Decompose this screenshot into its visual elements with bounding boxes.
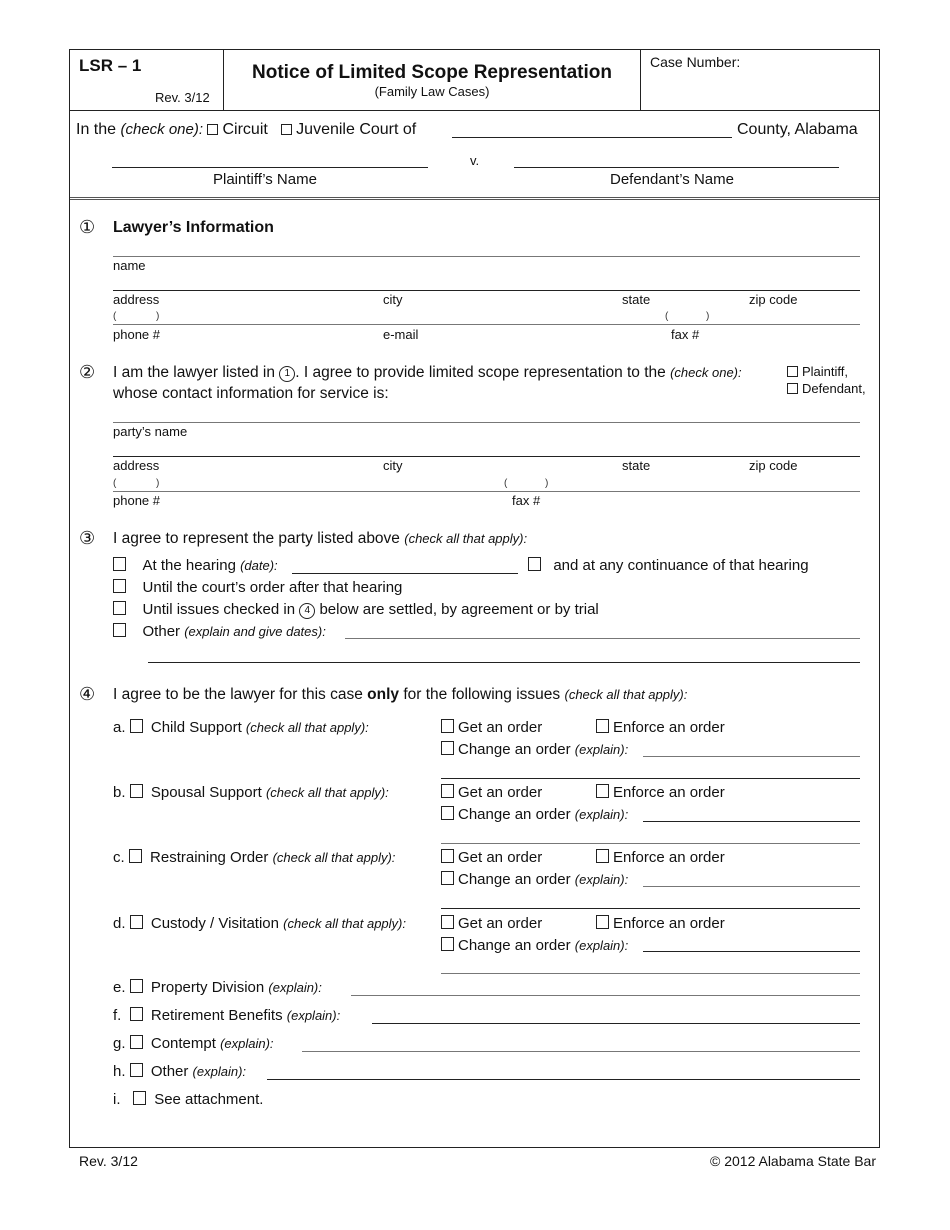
section-4-ref: 4 xyxy=(299,603,315,619)
issue-letter: e. xyxy=(113,979,126,996)
other-label: Other xyxy=(142,623,181,640)
explain-note: (explain): xyxy=(268,980,322,995)
party-fax-paren-close: ) xyxy=(545,478,549,489)
lawyer-email-label: e-mail xyxy=(383,327,419,342)
defendant-option-label: Defendant, xyxy=(802,381,866,396)
get-order-label: Get an order xyxy=(458,849,543,866)
lawyer-zip-label: zip code xyxy=(749,292,798,307)
hearing-label: At the hearing xyxy=(142,557,236,574)
enforce-order-checkbox[interactable] xyxy=(596,784,609,798)
issue-note: (check all that apply): xyxy=(272,850,396,865)
party-city-label: city xyxy=(383,458,403,473)
explain-note: (explain): xyxy=(574,807,629,822)
form-header xyxy=(70,50,879,111)
issue-letter: i. xyxy=(113,1091,121,1108)
party-fax-paren-open: ( xyxy=(504,478,508,489)
issue-letter: d. xyxy=(113,915,126,932)
change-order-checkbox[interactable] xyxy=(441,871,454,885)
issue-custody-visitation[interactable] xyxy=(113,915,406,932)
contempt-explain-field[interactable] xyxy=(302,1051,860,1052)
party-phone-paren-close: ) xyxy=(156,478,160,489)
change-order-checkbox[interactable] xyxy=(441,937,454,951)
explain-note: (explain): xyxy=(574,742,629,757)
county-field[interactable] xyxy=(452,137,732,138)
footer-copyright: © 2012 Alabama State Bar xyxy=(710,1153,876,1169)
party-defendant-option[interactable] xyxy=(787,381,866,396)
court-prefix: In the xyxy=(76,121,117,138)
lawyer-phone-paren-open: ( xyxy=(113,311,117,322)
section-2-text-a: I am the lawyer listed in xyxy=(113,364,275,381)
party-address-field[interactable] xyxy=(113,456,860,457)
juvenile-checkbox[interactable] xyxy=(281,124,292,135)
title-cell xyxy=(224,50,641,110)
hearing-checkbox[interactable] xyxy=(113,557,126,571)
issue-label: Child Support xyxy=(150,719,242,736)
continuance-option[interactable] xyxy=(528,557,809,574)
custody-visitation-explain-field[interactable] xyxy=(643,951,860,952)
issue-note: (check all that apply): xyxy=(283,916,406,931)
plaintiff-name-label: Plaintiff’s Name xyxy=(213,171,317,188)
property-division-explain-field[interactable] xyxy=(351,995,860,996)
case-number-label: Case Number: xyxy=(650,54,741,70)
issue-letter: b. xyxy=(113,784,126,801)
other-explain-field[interactable] xyxy=(345,638,860,639)
child-support-explain-field-2[interactable] xyxy=(441,778,860,779)
issue-letter: g. xyxy=(113,1035,126,1052)
party-phone-fax-field[interactable] xyxy=(113,491,860,492)
child-support-checkbox[interactable] xyxy=(130,719,143,733)
lawyer-phone-email-fax-field[interactable] xyxy=(113,324,860,325)
plaintiff-option-label: Plaintiff, xyxy=(802,364,849,379)
court-check-note: (check one): xyxy=(120,121,204,138)
retirement-benefits-explain-field[interactable] xyxy=(372,1023,860,1024)
explain-note: (explain): xyxy=(220,1036,274,1051)
other-option[interactable] xyxy=(113,623,326,640)
other-issue-explain-field[interactable] xyxy=(267,1079,860,1080)
until-issues-label-b: below are settled, by agreement or by trial xyxy=(319,601,599,618)
lawyer-phone-paren-close: ) xyxy=(156,311,160,322)
issue-label: Retirement Benefits xyxy=(150,1007,283,1024)
section-2-contact-text: whose contact information for service is: xyxy=(113,385,389,402)
get-order-checkbox[interactable] xyxy=(441,784,454,798)
restraining-order-checkbox[interactable] xyxy=(129,849,142,863)
other-note: (explain and give dates): xyxy=(184,624,326,639)
spousal-support-change-order[interactable] xyxy=(441,806,628,823)
issue-note: (check all that apply): xyxy=(245,720,369,735)
other-issue-checkbox[interactable] xyxy=(130,1063,143,1077)
issue-restraining-order[interactable] xyxy=(113,849,395,866)
enforce-order-label: Enforce an order xyxy=(613,719,725,736)
section-2-statement xyxy=(113,364,742,382)
case-number-cell[interactable] xyxy=(641,50,879,110)
spousal-support-enforce-order[interactable] xyxy=(596,784,725,801)
section-3-intro xyxy=(113,530,527,548)
section-3-intro-note: (check all that apply): xyxy=(404,531,528,546)
defendant-name-label: Defendant’s Name xyxy=(610,171,734,188)
get-order-checkbox[interactable] xyxy=(441,719,454,733)
until-issues-label-a: Until issues checked in xyxy=(142,601,296,618)
issue-see-attachment[interactable] xyxy=(113,1091,263,1108)
party-fax-label: fax # xyxy=(512,493,541,508)
hearing-date-note: (date): xyxy=(240,558,278,573)
section-4-only: only xyxy=(367,686,400,703)
section-1-title: Lawyer’s Information xyxy=(113,219,274,236)
footer-revision: Rev. 3/12 xyxy=(79,1153,138,1169)
custody-visitation-explain-field-2[interactable] xyxy=(441,973,860,974)
lawyer-city-label: city xyxy=(383,292,403,307)
court-section xyxy=(70,111,879,200)
explain-note: (explain): xyxy=(574,872,629,887)
juvenile-label: Juvenile Court of xyxy=(296,121,417,138)
versus-label: v. xyxy=(470,153,480,168)
issue-other[interactable] xyxy=(113,1063,246,1080)
section-4-intro-a: I agree to be the lawyer for this case xyxy=(113,686,363,703)
issue-label: See attachment. xyxy=(154,1091,264,1108)
section-4-intro xyxy=(113,686,687,704)
party-address-label: address xyxy=(113,458,160,473)
court-select-row xyxy=(76,121,416,139)
child-support-change-order[interactable] xyxy=(441,741,628,758)
lawyer-fax-paren-open: ( xyxy=(665,311,669,322)
section-4-intro-b: for the following issues xyxy=(403,686,561,703)
form-revision: Rev. 3/12 xyxy=(155,90,210,105)
issue-label: Custody / Visitation xyxy=(150,915,279,932)
child-support-enforce-order[interactable] xyxy=(596,719,725,736)
restraining-order-explain-field[interactable] xyxy=(643,886,860,887)
retirement-benefits-checkbox[interactable] xyxy=(130,1007,143,1021)
change-order-label: Change an order xyxy=(458,871,571,888)
get-order-label: Get an order xyxy=(458,784,543,801)
restraining-order-change-order[interactable] xyxy=(441,871,628,888)
section-3-intro-text: I agree to represent the party listed above xyxy=(113,530,400,547)
enforce-order-label: Enforce an order xyxy=(613,784,725,801)
party-zip-label: zip code xyxy=(749,458,798,473)
restraining-order-explain-field-2[interactable] xyxy=(441,908,860,909)
issue-retirement-benefits[interactable] xyxy=(113,1007,340,1024)
explain-note: (explain): xyxy=(574,938,629,953)
party-name-label: party’s name xyxy=(113,424,188,439)
defendant-name-field[interactable] xyxy=(514,167,839,168)
change-order-checkbox[interactable] xyxy=(441,806,454,820)
lawyer-address-field[interactable] xyxy=(113,290,860,291)
form-id: LSR – 1 xyxy=(79,56,142,75)
hearing-option[interactable] xyxy=(113,557,278,574)
property-division-checkbox[interactable] xyxy=(130,979,143,993)
issue-spousal-support[interactable] xyxy=(113,784,389,801)
party-plaintiff-option[interactable] xyxy=(787,364,848,379)
issue-label: Spousal Support xyxy=(150,784,262,801)
section-4-intro-note: (check all that apply): xyxy=(564,687,688,702)
get-order-checkbox[interactable] xyxy=(441,915,454,929)
explain-note: (explain): xyxy=(192,1064,247,1079)
issue-contempt[interactable] xyxy=(113,1035,274,1052)
section-2-text-b: . I agree to provide limited scope representation to the xyxy=(295,364,666,381)
issue-letter: f. xyxy=(113,1007,122,1024)
continuance-label: and at any continuance of that hearing xyxy=(553,557,809,574)
see-attachment-checkbox[interactable] xyxy=(133,1091,146,1105)
party-phone-paren-open: ( xyxy=(113,478,117,489)
form-title: Notice of Limited Scope Representation xyxy=(252,62,612,83)
change-order-checkbox[interactable] xyxy=(441,741,454,755)
restraining-order-get-order[interactable] xyxy=(441,849,542,866)
change-order-label: Change an order xyxy=(458,741,571,758)
circuit-label: Circuit xyxy=(222,121,268,138)
circuit-checkbox[interactable] xyxy=(207,124,218,135)
section-2-check-note: (check one): xyxy=(670,365,742,380)
plaintiff-name-field[interactable] xyxy=(112,167,428,168)
until-order-checkbox[interactable] xyxy=(113,579,126,593)
lawyer-address-label: address xyxy=(113,292,160,307)
change-order-label: Change an order xyxy=(458,806,571,823)
party-name-field[interactable] xyxy=(113,422,860,423)
until-issues-checkbox[interactable] xyxy=(113,601,126,615)
get-order-label: Get an order xyxy=(458,719,543,736)
hearing-date-field[interactable] xyxy=(292,573,518,574)
child-support-explain-field[interactable] xyxy=(643,756,860,757)
other-explain-field-2[interactable] xyxy=(148,662,860,663)
issue-letter: c. xyxy=(113,849,125,866)
spousal-support-explain-field[interactable] xyxy=(643,821,860,822)
custody-visitation-checkbox[interactable] xyxy=(130,915,143,929)
lawyer-fax-label: fax # xyxy=(671,327,700,342)
plaintiff-checkbox[interactable] xyxy=(787,366,798,377)
custody-visitation-enforce-order[interactable] xyxy=(596,915,725,932)
continuance-checkbox[interactable] xyxy=(528,557,541,571)
restraining-order-enforce-order[interactable] xyxy=(596,849,725,866)
form-id-cell xyxy=(70,50,224,110)
lawyer-name-field[interactable] xyxy=(113,256,860,257)
defendant-checkbox[interactable] xyxy=(787,383,798,394)
section-1-ref: 1 xyxy=(279,366,295,382)
get-order-checkbox[interactable] xyxy=(441,849,454,863)
issue-label: Contempt xyxy=(150,1035,216,1052)
issue-note: (check all that apply): xyxy=(265,785,389,800)
issue-letter: a. xyxy=(113,719,126,736)
enforce-order-checkbox[interactable] xyxy=(596,915,609,929)
party-phone-label: phone # xyxy=(113,493,160,508)
form-subtitle: (Family Law Cases) xyxy=(374,84,490,99)
contempt-checkbox[interactable] xyxy=(130,1035,143,1049)
issue-label: Other xyxy=(150,1063,189,1080)
county-label: County, Alabama xyxy=(737,121,858,138)
party-state-label: state xyxy=(622,458,651,473)
section-3-number: ③ xyxy=(79,528,96,548)
child-support-get-order[interactable] xyxy=(441,719,542,736)
issue-label: Restraining Order xyxy=(150,849,269,866)
issue-label: Property Division xyxy=(150,979,265,996)
enforce-order-checkbox[interactable] xyxy=(596,849,609,863)
until-order-label: Until the court’s order after that hearing xyxy=(142,579,403,596)
issue-property-division[interactable] xyxy=(113,979,322,996)
other-checkbox[interactable] xyxy=(113,623,126,637)
enforce-order-label: Enforce an order xyxy=(613,849,725,866)
section-2-number: ② xyxy=(79,362,96,382)
spousal-support-checkbox[interactable] xyxy=(130,784,143,798)
enforce-order-label: Enforce an order xyxy=(613,915,725,932)
explain-note: (explain): xyxy=(286,1008,341,1023)
custody-visitation-change-order[interactable] xyxy=(441,937,628,954)
until-issues-option[interactable] xyxy=(113,601,599,619)
lawyer-fax-paren-close: ) xyxy=(706,311,710,322)
lawyer-state-label: state xyxy=(622,292,651,307)
custody-visitation-get-order[interactable] xyxy=(441,915,542,932)
spousal-support-explain-field-2[interactable] xyxy=(441,843,860,844)
issue-child-support[interactable] xyxy=(113,719,369,736)
change-order-label: Change an order xyxy=(458,937,571,954)
enforce-order-checkbox[interactable] xyxy=(596,719,609,733)
lawyer-name-label: name xyxy=(113,258,146,273)
section-4-number: ④ xyxy=(79,684,96,704)
spousal-support-get-order[interactable] xyxy=(441,784,542,801)
section-1-number: ① xyxy=(79,217,96,237)
until-order-option[interactable] xyxy=(113,579,402,596)
issue-letter: h. xyxy=(113,1063,126,1080)
lawyer-phone-label: phone # xyxy=(113,327,160,342)
get-order-label: Get an order xyxy=(458,915,543,932)
